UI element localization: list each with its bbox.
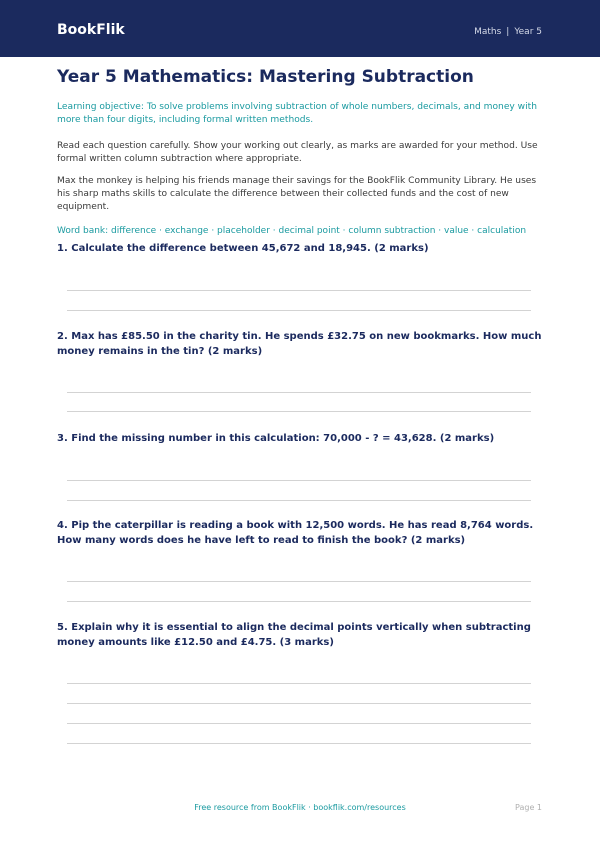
question-1: 1. Calculate the difference between 45,672 and 18,945. (2 marks) bbox=[57, 243, 429, 254]
word-bank: Word bank: difference · exchange · placeholder · decimal point · column subtraction · value · calculation bbox=[57, 226, 527, 236]
answer-line[interactable] bbox=[67, 500, 531, 501]
answer-line[interactable] bbox=[67, 411, 531, 412]
answer-line[interactable] bbox=[67, 310, 531, 311]
question-4: 4. Pip the caterpillar is reading a book with 12,500 words. He has read 8,764 words. How many words does he have left to read to finish the book? (2 marks) bbox=[57, 520, 534, 546]
answer-line[interactable] bbox=[67, 581, 531, 582]
question-5: 5. Explain why it is essential to align the decimal points vertically when subtracting money amounts like £12.50 and £4.75. (3 marks) bbox=[57, 622, 531, 648]
answer-line[interactable] bbox=[67, 480, 531, 481]
header-bar bbox=[0, 0, 600, 57]
meta-separator: | bbox=[506, 27, 510, 37]
answer-line[interactable] bbox=[67, 743, 531, 744]
learning-objective: Learning objective: To solve problems involving subtraction of whole numbers, decimals, and money with more than four digits, including formal written methods. bbox=[57, 102, 537, 125]
page-title: Year 5 Mathematics: Mastering Subtraction bbox=[57, 67, 474, 87]
header-meta bbox=[474, 27, 542, 37]
answer-line[interactable] bbox=[67, 723, 531, 724]
answer-line[interactable] bbox=[67, 683, 531, 684]
year-label: Year 5 bbox=[514, 27, 542, 37]
answer-line[interactable] bbox=[67, 601, 531, 602]
page-number: Page 1 bbox=[515, 803, 542, 812]
question-3: 3. Find the missing number in this calculation: 70,000 - ? = 43,628. (2 marks) bbox=[57, 433, 495, 444]
answer-line[interactable] bbox=[67, 703, 531, 704]
answer-line[interactable] bbox=[67, 290, 531, 291]
instructions-text: Read each question carefully. Show your working out clearly, as marks are awarded for your method. Use formal written column subtraction where appropriate. bbox=[57, 141, 538, 164]
story-text: Max the monkey is helping his friends manage their savings for the BookFlik Community Library. He uses his sharp maths skills to calculate the difference between their collected funds and the cost of new equipment. bbox=[57, 176, 537, 212]
answer-line[interactable] bbox=[67, 392, 531, 393]
subject-label: Maths bbox=[474, 27, 502, 37]
intro-section bbox=[57, 66, 543, 238]
brand-logo: BookFlik bbox=[57, 22, 125, 38]
footer-credit: Free resource from BookFlik · bookflik.com/resources bbox=[194, 803, 406, 812]
question-2: 2. Max has £85.50 in the charity tin. He spends £32.75 on new bookmarks. How much money remains in the tin? (2 marks) bbox=[57, 331, 542, 357]
